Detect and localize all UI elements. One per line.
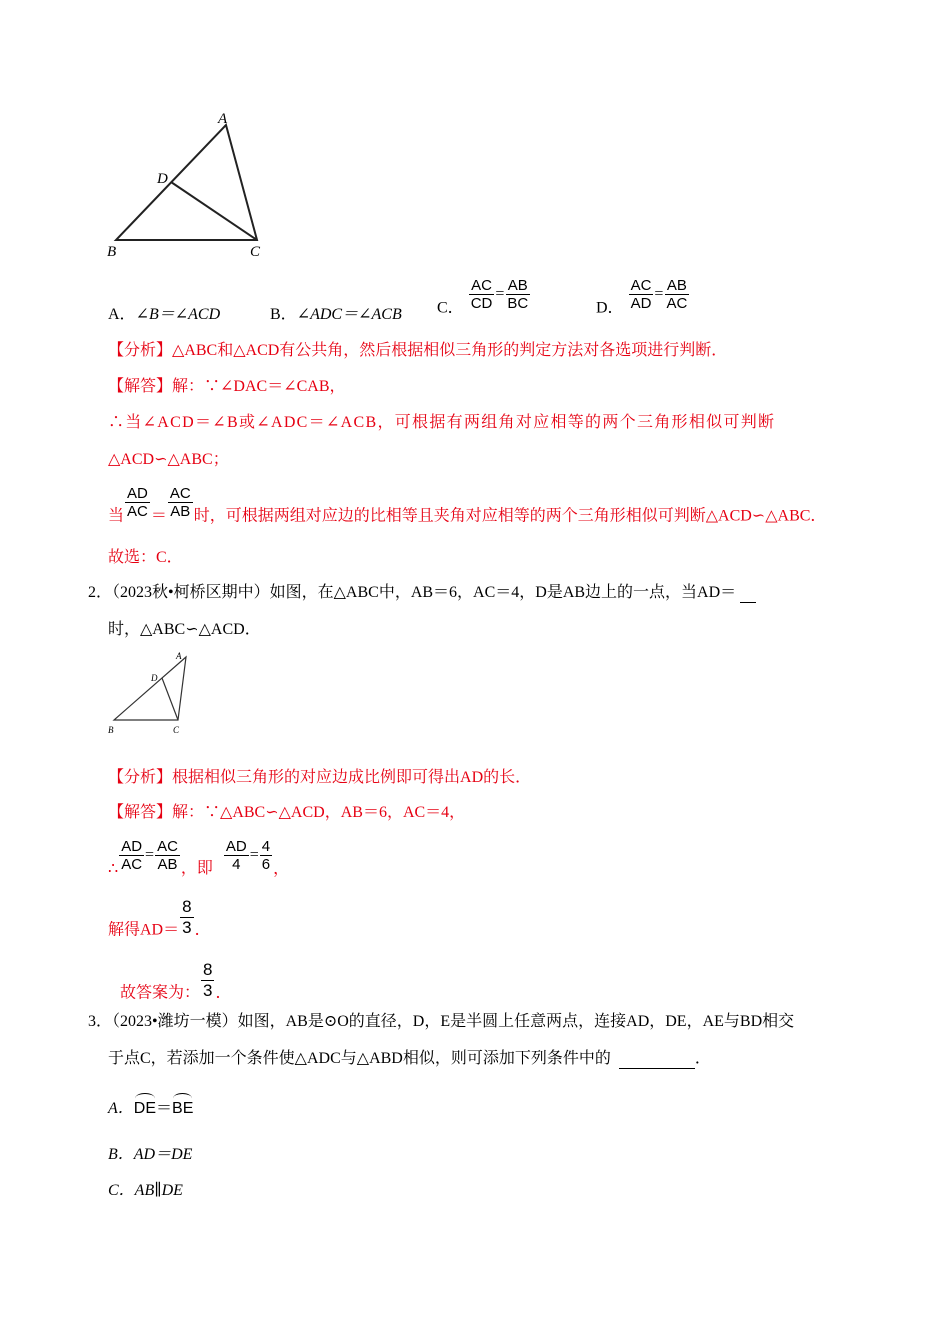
option-a-letter: A．	[108, 306, 136, 323]
option-d-equals: =	[654, 285, 664, 303]
q3-option-a-letter: A．	[108, 1100, 134, 1117]
comma: ，	[273, 860, 290, 878]
arc-de: DE	[134, 1093, 156, 1118]
option-d[interactable]	[596, 277, 690, 318]
option-b[interactable]	[270, 305, 402, 324]
q2-analysis	[108, 768, 531, 787]
ratio-ad-4: $\frac{AD}{4}$	[225, 838, 247, 874]
answer-line-4-text: 时，可根据两组对应边的比相等且夹角对应相等的两个三角形相似可判断△ACD∽△ABC．	[193, 507, 827, 525]
triangle-figure-1	[100, 105, 280, 265]
q1-answer-line-3: △ACD∽△ABC；	[108, 451, 229, 468]
answer-tag: 【解答】	[108, 378, 173, 395]
option-a[interactable]	[108, 305, 220, 324]
solve-prefix: 解得AD＝	[108, 921, 180, 939]
q3-stem-line-2	[108, 1049, 711, 1069]
option-c[interactable]	[437, 277, 531, 318]
option-c-fraction-2: $\frac{AB}{BC}$	[507, 277, 529, 313]
option-c-letter: C．	[437, 299, 464, 317]
ratio-ac-ab: $\frac{AC}{AB}$	[169, 485, 191, 521]
arc-be: BE	[172, 1093, 193, 1118]
q3-option-c[interactable]: C．AB∥DE	[108, 1182, 183, 1199]
figure-2-label-a: A	[176, 651, 182, 661]
q2-answer-line-2	[108, 838, 289, 879]
option-d-fraction-2: $\frac{AB}{AC}$	[666, 277, 688, 313]
final-period: ．	[215, 984, 232, 1002]
equals-1: =	[145, 846, 155, 864]
q1-choice: 故选：C．	[108, 549, 183, 566]
vertex-label-d: D	[157, 171, 168, 187]
vertex-label-b: B	[107, 244, 117, 260]
option-c-fraction-1: $\frac{AC}{CD}$	[470, 277, 493, 313]
final-prefix: 故答案为：	[120, 984, 201, 1002]
q3-stem-text-2: 于点C，若添加一个条件使△ADC与△ABD相似，则可添加下列条件中的	[108, 1050, 611, 1067]
vertex-label-c: C	[250, 244, 261, 260]
q3-stem-text: （2023•潍坊一模）如图，AB是⊙O的直径，D，E是半圆上任意两点，连接AD，DE，AE与BD相交	[112, 1013, 795, 1030]
q3-stem-line-1	[88, 1012, 794, 1031]
answer-text: 解：∵∠DAC＝∠CAB，	[172, 378, 346, 395]
option-d-letter: D．	[596, 299, 624, 317]
q3-option-b[interactable]: B．AD＝DE	[108, 1146, 193, 1163]
q2-answer-tag: 【解答】	[108, 804, 173, 821]
q2-stem-line-2: 时，△ABC∽△ACD．	[108, 621, 261, 638]
ad-value-fraction: $\frac{8}{3}$	[182, 897, 192, 937]
q2-answer-text: 解：∵△ABC∽△ACD，AB＝6，AC＝4，	[172, 804, 466, 821]
equals-2: =	[249, 846, 259, 864]
vertex-label-a: A	[218, 111, 228, 127]
q1-answer-line-1	[108, 377, 346, 396]
q2-answer-line-1	[108, 803, 465, 822]
therefore-symbol: ∴	[108, 860, 119, 878]
option-b-letter: B．	[270, 306, 297, 323]
q3-option-a-equals: ＝	[156, 1100, 173, 1117]
ratio-ad-ac-2: $\frac{AD}{AC}$	[121, 838, 143, 874]
option-b-text: ∠ADC＝∠ACB	[296, 306, 402, 323]
analysis-tag: 【分析】	[108, 342, 173, 359]
q3-option-a[interactable]	[108, 1093, 193, 1118]
triangle-figure-2	[100, 645, 200, 740]
ratio-ac-ab-2: $\frac{AC}{AB}$	[157, 838, 178, 874]
q2-analysis-text: 根据相似三角形的对应边成比例即可得出AD的长．	[172, 769, 532, 786]
figure-2-label-d: D	[151, 673, 158, 683]
answer-blank[interactable]	[740, 583, 756, 603]
option-d-fraction-1: $\frac{AC}{AD}$	[630, 277, 652, 313]
q2-final-answer	[120, 960, 232, 1003]
ratio-4-6: $\frac{4}{6}$	[261, 838, 271, 874]
ratio-ad-ac: $\frac{AD}{AC}$	[127, 485, 148, 521]
analysis-text: △ABC和△ACD有公共角，然后根据相似三角形的判定方法对各选项进行判断．	[172, 342, 728, 359]
q2-stem-text: （2023秋•柯桥区期中）如图，在△ABC中，AB＝6，AC＝4，D是AB边上的一点，当AD＝	[112, 584, 737, 601]
q1-analysis	[108, 341, 727, 360]
figure-2-label-b: B	[108, 725, 114, 735]
ji-text: ，即	[180, 860, 213, 878]
option-a-text: ∠B＝∠ACD	[135, 306, 221, 323]
q1-answer-line-4	[108, 485, 826, 526]
q2-analysis-tag: 【分析】	[108, 769, 173, 786]
answer-line-4-prefix: 当	[108, 507, 125, 525]
q3-stem-end: ．	[694, 1050, 711, 1067]
q2-solve-line	[108, 897, 211, 940]
q1-answer-line-2: ∴当∠ACD＝∠B或∠ADC＝∠ACB，可根据有两组角对应相等的两个三角形相似可判断	[108, 414, 776, 431]
q2-number: 2．	[88, 584, 113, 601]
solve-period: ．	[194, 921, 211, 939]
option-c-equals: =	[495, 285, 505, 303]
q3-number: 3．	[88, 1013, 113, 1030]
q2-stem-line-1	[88, 583, 756, 603]
answer-line-4-equals: ＝	[150, 507, 167, 525]
figure-2-label-c: C	[173, 725, 180, 735]
final-fraction: $\frac{8}{3}$	[203, 960, 213, 1000]
q3-answer-blank[interactable]	[619, 1049, 695, 1069]
